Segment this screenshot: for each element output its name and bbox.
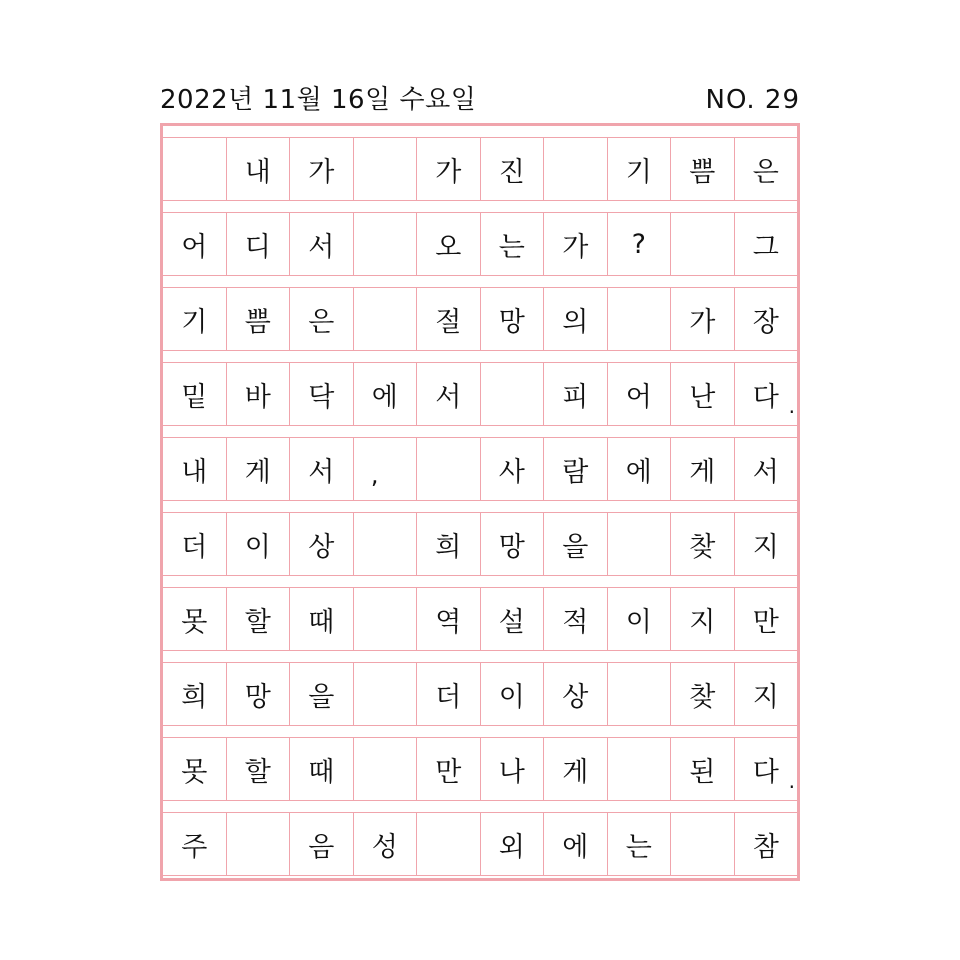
grid-cell: 서 (752, 456, 779, 488)
grid-cell: 내 (227, 138, 291, 200)
grid-cell: 만 (417, 738, 481, 800)
grid-row (163, 812, 797, 876)
grid-cell: 때 (290, 738, 354, 800)
grid-cell (671, 813, 735, 875)
grid-cell: 더 (163, 513, 227, 575)
grid-cell: 서 (417, 363, 481, 425)
comma-mark: , (370, 461, 379, 489)
grid-cell (608, 738, 672, 800)
grid-cell: 이 (481, 663, 545, 725)
grid-cell: 내 (163, 438, 227, 500)
grid-row (163, 437, 797, 501)
grid-cell: 상 (544, 663, 608, 725)
grid-cell: 못 (163, 588, 227, 650)
grid-row (163, 587, 797, 651)
period-mark: . (788, 769, 795, 793)
grid-cell: 때 (290, 588, 354, 650)
grid-cell (481, 363, 545, 425)
grid-cell: 할 (227, 738, 291, 800)
grid-cell: 지 (752, 531, 779, 563)
grid-cell: 서 (290, 213, 354, 275)
grid-cell (354, 738, 418, 800)
grid-cell: 을 (544, 513, 608, 575)
grid-cell: 게 (544, 738, 608, 800)
grid-cell: 망 (227, 663, 291, 725)
grid-cell (354, 288, 418, 350)
diary-date: 2022년 11월 16일 수요일 (160, 85, 477, 115)
grid-cell (417, 813, 481, 875)
grid-cell: 주 (163, 813, 227, 875)
grid-cell (354, 513, 418, 575)
grid-cell: 이 (227, 513, 291, 575)
grid-cell: 피 (544, 363, 608, 425)
grid-char: 다 (752, 756, 779, 788)
entry-number: NO. 29 (705, 85, 800, 115)
grid-cell: 난 (671, 363, 735, 425)
grid-cell: 가 (290, 138, 354, 200)
grid-cell: 가 (671, 288, 735, 350)
grid-cell (544, 138, 608, 200)
grid-cell: 찾 (671, 663, 735, 725)
grid-cell: 설 (481, 588, 545, 650)
grid-cell: 오 (417, 213, 481, 275)
grid-cell: 진 (481, 138, 545, 200)
grid-cell: 밑 (163, 363, 227, 425)
grid-cell: 지 (671, 588, 735, 650)
grid-cell: 기 (608, 138, 672, 200)
grid-row (163, 362, 797, 426)
grid-row (163, 512, 797, 576)
manuscript-grid (160, 123, 800, 881)
grid-cell: 참 (752, 831, 779, 863)
grid-cell: 은 (752, 156, 779, 188)
grid-cell: 사 (481, 438, 545, 500)
grid-cell: 음 (290, 813, 354, 875)
grid-cell: 망 (481, 513, 545, 575)
grid-cell (608, 288, 672, 350)
grid-cell (354, 438, 418, 500)
grid-cell: 장 (752, 306, 779, 338)
grid-cell: 못 (163, 738, 227, 800)
grid-cell: 에 (608, 438, 672, 500)
grid-cell: 는 (608, 813, 672, 875)
grid-cell: 역 (417, 588, 481, 650)
grid-cell: 된 (671, 738, 735, 800)
grid-cell: 쁨 (227, 288, 291, 350)
grid-cell: 희 (163, 663, 227, 725)
grid-cell: 할 (227, 588, 291, 650)
grid-cell (163, 138, 227, 200)
grid-cell: 절 (417, 288, 481, 350)
grid-cell: 나 (481, 738, 545, 800)
grid-cell: 적 (544, 588, 608, 650)
grid-row (163, 212, 797, 276)
grid-cell: 닥 (290, 363, 354, 425)
grid-cell: 을 (290, 663, 354, 725)
grid-cell: 더 (417, 663, 481, 725)
grid-cell: 바 (227, 363, 291, 425)
grid-cell (735, 363, 798, 425)
grid-cell: 망 (481, 288, 545, 350)
grid-cell (608, 513, 672, 575)
grid-cell: 성 (354, 813, 418, 875)
grid-cell: 게 (671, 438, 735, 500)
grid-cell (735, 738, 798, 800)
grid-row (163, 137, 797, 201)
grid-cell: 쁨 (671, 138, 735, 200)
grid-cell: 은 (290, 288, 354, 350)
grid-cell: 의 (544, 288, 608, 350)
grid-char: 다 (752, 381, 779, 413)
grid-cell: 에 (544, 813, 608, 875)
grid-cell: 상 (290, 513, 354, 575)
grid-cell: 외 (481, 813, 545, 875)
grid-cell (417, 438, 481, 500)
grid-cell (608, 663, 672, 725)
grid-cell: 이 (608, 588, 672, 650)
grid-cell: 디 (227, 213, 291, 275)
grid-cell: 서 (290, 438, 354, 500)
grid-cell: 어 (608, 363, 672, 425)
grid-cell (354, 663, 418, 725)
grid-cell: ? (608, 213, 672, 275)
grid-row (163, 737, 797, 801)
grid-cell (354, 213, 418, 275)
grid-cell: 에 (354, 363, 418, 425)
grid-row (163, 287, 797, 351)
grid-cell: 그 (752, 231, 779, 263)
grid-cell: 어 (163, 213, 227, 275)
period-mark: . (788, 394, 795, 418)
grid-cell: 게 (227, 438, 291, 500)
grid-cell (354, 588, 418, 650)
grid-cell (227, 813, 291, 875)
grid-cell: 기 (163, 288, 227, 350)
grid-cell: 가 (417, 138, 481, 200)
grid-cell: 가 (544, 213, 608, 275)
grid-cell: 는 (481, 213, 545, 275)
grid-cell: 찾 (671, 513, 735, 575)
grid-cell: 만 (752, 606, 779, 638)
grid-cell: 지 (752, 681, 779, 713)
grid-cell (671, 213, 735, 275)
grid-cell (354, 138, 418, 200)
grid-cell: 람 (544, 438, 608, 500)
grid-cell: 희 (417, 513, 481, 575)
grid-row (163, 662, 797, 726)
